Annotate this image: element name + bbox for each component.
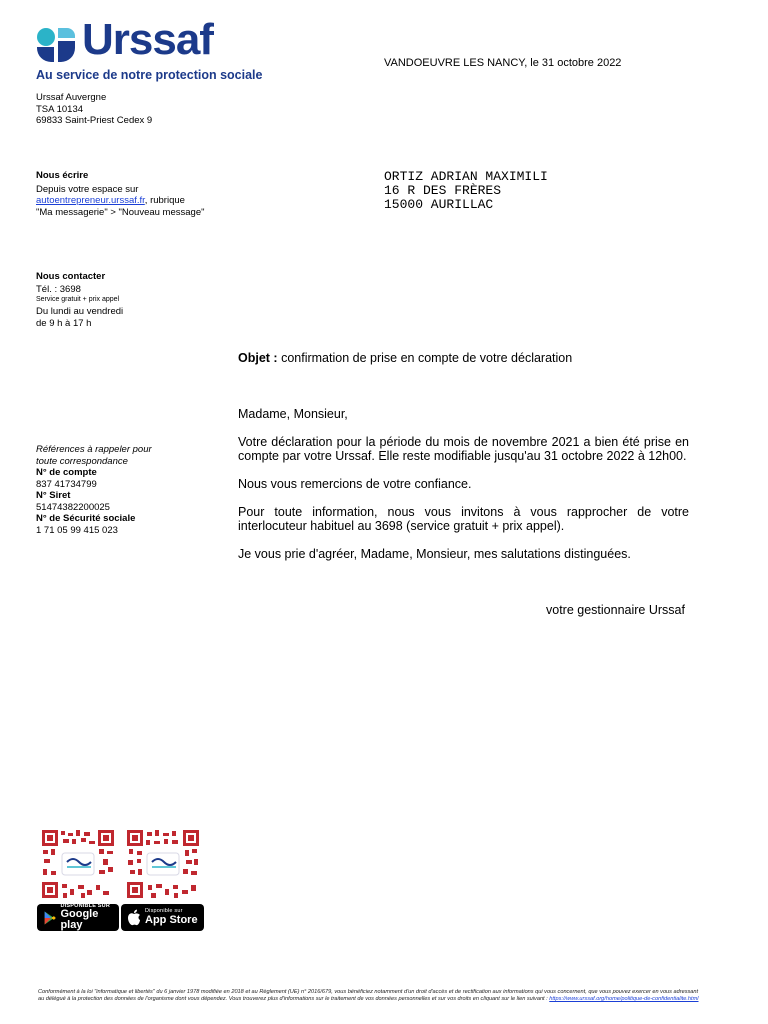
contact-hours: Du lundi au vendredi xyxy=(36,306,124,317)
account-value: 837 41734799 xyxy=(36,478,97,490)
qr-pattern-icon xyxy=(41,829,115,899)
sender-line: 69833 Saint-Priest Cedex 9 xyxy=(36,115,153,126)
google-play-icon xyxy=(40,908,60,928)
recipient-street: 16 R DES FRÈRES xyxy=(384,183,502,198)
refs-intro: toute correspondance xyxy=(36,455,128,467)
contact-tel: Tél. : 3698 xyxy=(36,283,81,295)
privacy-policy-link[interactable]: https://www.urssaf.org/home/politique-de-confidentialite.html xyxy=(549,995,699,1002)
recipient-name: ORTIZ ADRIAN MAXIMILI xyxy=(384,169,548,184)
contact-tel-note: Service gratuit + prix appel xyxy=(36,296,120,303)
signature: votre gestionnaire Urssaf xyxy=(546,603,685,617)
body-paragraph: Pour toute information, nous vous invitons à vous rapprocher de votre interlocuteur habituel au 3698 (service gratuit + prix appel). xyxy=(238,505,689,533)
logo-wordmark: Urssaf xyxy=(82,15,213,64)
urssaf-logo-icon xyxy=(36,27,76,63)
app-store-main: App Store xyxy=(145,913,198,926)
qr-pattern-icon xyxy=(126,829,200,899)
place-date: VANDOEUVRE LES NANCY, le 31 octobre 2022 xyxy=(384,57,622,69)
siret-value: 51474382200025 xyxy=(36,501,110,513)
write-after-link: , rubrique xyxy=(144,195,185,206)
siret-label: N° Siret xyxy=(36,490,71,501)
footer-text: Conformément à la loi "informatique et libertés" du 6 janvier 1978 modifiée en 2018 et au Règlement (UE) n° 2016/679, vous bénéficiez notamment d'un droit d'accès et de rectification aux informations qui vous concernent, que vous pouvez exercer en vous adressant au délégué à la protection des données de l'organisme dont vous dépendez. Vous trouverez plus d'informations sur le traitement de vos données personnelles et sur vos droits en cliquant sur le lien suivant : xyxy=(38,989,699,1002)
recipient-city: 15000 AURILLAC xyxy=(384,197,494,212)
letter-body xyxy=(238,407,689,575)
logo-tagline: Au service de notre protection sociale xyxy=(36,68,263,82)
sender-line: Urssaf Auvergne xyxy=(36,92,107,103)
legal-footer xyxy=(38,989,700,1003)
qr-code-apple-icon[interactable] xyxy=(126,829,200,899)
salutation: Madame, Monsieur, xyxy=(238,407,348,421)
write-link-line xyxy=(36,195,204,207)
write-line: Depuis votre espace sur xyxy=(36,183,139,195)
ssn-value: 1 71 05 99 415 023 xyxy=(36,524,118,536)
write-title: Nous écrire xyxy=(36,170,89,181)
body-paragraph: Nous vous remercions de votre confiance. xyxy=(238,477,472,491)
recipient-address xyxy=(384,170,548,212)
references-block xyxy=(36,444,152,536)
apple-icon xyxy=(125,908,143,928)
google-play-main: Google play xyxy=(60,908,99,932)
google-play-text xyxy=(60,904,119,932)
account-label: N° de compte xyxy=(36,467,97,478)
autoentrepreneur-link[interactable]: autoentrepreneur.urssaf.fr xyxy=(36,195,145,206)
app-store-text xyxy=(145,909,198,926)
ssn-label: N° de Sécurité sociale xyxy=(36,513,136,524)
body-paragraph: Je vous prie d'agréer, Madame, Monsieur, mes salutations distinguées. xyxy=(238,547,631,561)
qr-code-google-icon[interactable] xyxy=(41,829,115,899)
google-play-top: DISPONIBLE SUR xyxy=(60,902,111,909)
contact-hours: de 9 h à 17 h xyxy=(36,317,92,329)
sender-address xyxy=(36,92,152,127)
google-play-badge[interactable] xyxy=(37,904,119,931)
write-line: "Ma messagerie" > "Nouveau message" xyxy=(36,206,205,218)
subject-label: Objet : xyxy=(238,351,278,365)
write-to-us-block xyxy=(36,170,204,218)
body-paragraph: Votre déclaration pour la période du mois de novembre 2021 a bien été prise en compte par votre Urssaf. Elle reste modifiable jusqu'au 31 octobre 2022 à 12h00. xyxy=(238,435,689,463)
subject-text: confirmation de prise en compte de votre déclaration xyxy=(277,351,573,365)
letter-subject xyxy=(238,351,572,365)
refs-intro: Références à rappeler pour xyxy=(36,444,152,455)
app-store-badge[interactable] xyxy=(121,904,204,931)
contact-title: Nous contacter xyxy=(36,271,106,282)
sender-line: TSA 10134 xyxy=(36,103,84,115)
app-store-top: Disponible sur xyxy=(145,908,183,915)
contact-block xyxy=(36,271,123,329)
